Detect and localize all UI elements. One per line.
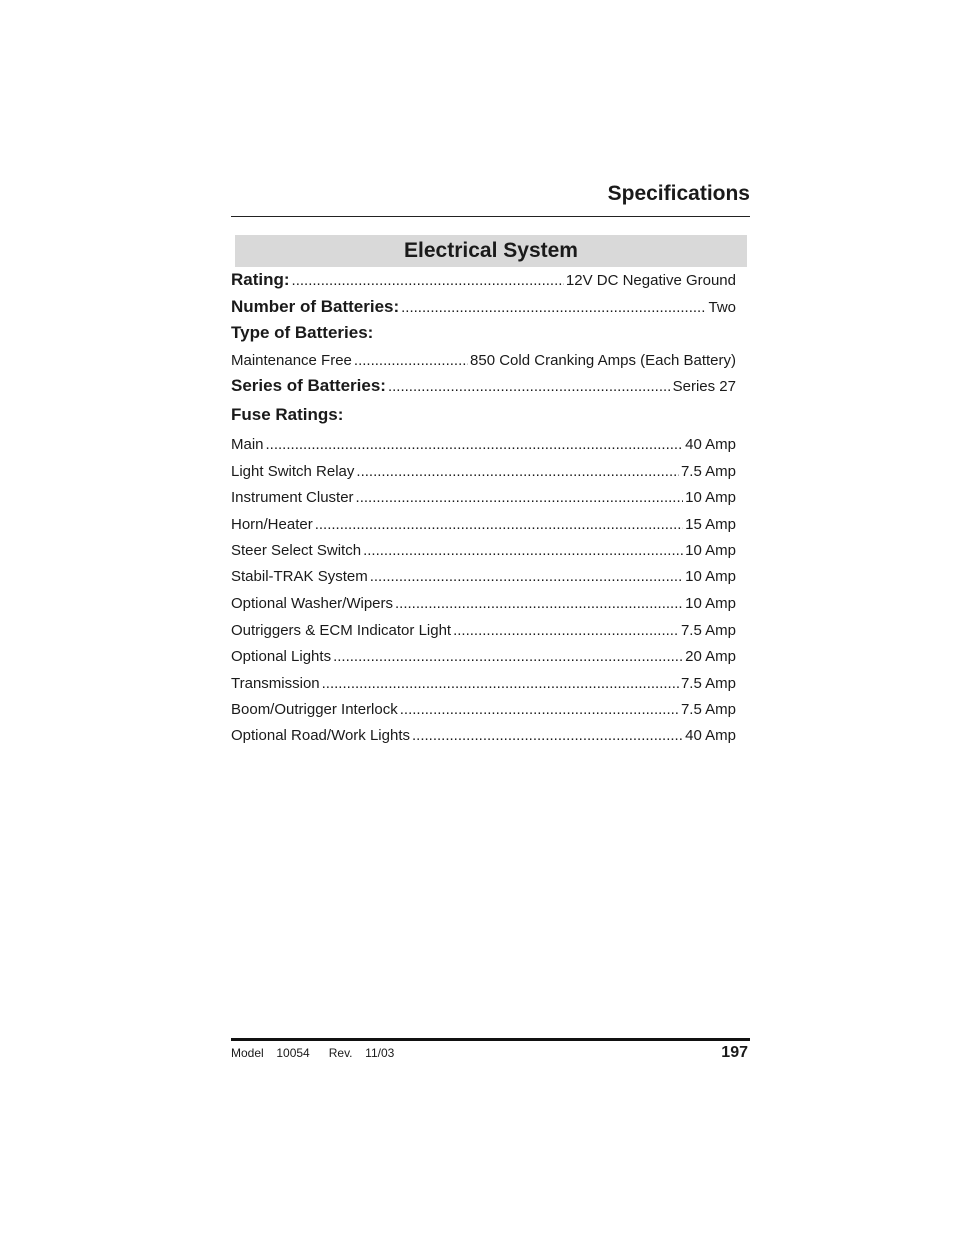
fuse-label: Optional Road/Work Lights bbox=[231, 727, 410, 744]
heading-fuse-ratings: Fuse Ratings: bbox=[231, 405, 344, 424]
spec-label: Number of Batteries: bbox=[231, 297, 400, 316]
fuse-label: Steer Select Switch bbox=[231, 542, 362, 559]
spec-label: Maintenance Free bbox=[231, 352, 352, 369]
dot-leader bbox=[356, 463, 679, 480]
spec-row-number-of-batteries bbox=[231, 297, 736, 317]
section-title: Specifications bbox=[607, 182, 750, 205]
fuse-row bbox=[231, 489, 736, 506]
footer-rule bbox=[231, 1038, 750, 1041]
title-rule bbox=[231, 216, 750, 217]
electrical-system-banner bbox=[235, 235, 747, 267]
dot-leader bbox=[388, 378, 671, 395]
fuse-row bbox=[231, 516, 736, 533]
fuse-label: Optional Washer/Wipers bbox=[231, 595, 393, 612]
fuse-row bbox=[231, 568, 736, 585]
dot-leader bbox=[400, 701, 679, 718]
spec-label: Series of Batteries: bbox=[231, 376, 386, 395]
dot-leader bbox=[363, 542, 683, 559]
spec-value: 12V DC Negative Ground bbox=[565, 272, 736, 289]
fuse-label: Horn/Heater bbox=[231, 516, 313, 533]
fuse-row bbox=[231, 463, 736, 480]
fuse-value: 10 Amp bbox=[685, 568, 736, 585]
fuse-label: Transmission bbox=[231, 675, 320, 692]
fuse-value: 7.5 Amp bbox=[680, 701, 736, 718]
spec-value: Two bbox=[708, 299, 736, 316]
fuse-label: Stabil-TRAK System bbox=[231, 568, 368, 585]
page-number: 197 bbox=[721, 1044, 748, 1061]
fuse-label: Instrument Cluster bbox=[231, 489, 354, 506]
dot-leader bbox=[354, 352, 468, 369]
fuse-row bbox=[231, 542, 736, 559]
spec-row-rating bbox=[231, 270, 736, 290]
fuse-row bbox=[231, 701, 736, 718]
fuse-value: 7.5 Amp bbox=[680, 622, 736, 639]
dot-leader bbox=[370, 568, 683, 585]
dot-leader bbox=[292, 272, 564, 289]
dot-leader bbox=[266, 436, 684, 453]
spec-label: Rating: bbox=[231, 270, 290, 289]
fuse-value: 40 Amp bbox=[685, 727, 736, 744]
fuse-value: 10 Amp bbox=[685, 542, 736, 559]
fuse-row bbox=[231, 727, 736, 744]
spec-value: 850 Cold Cranking Amps (Each Battery) bbox=[470, 352, 736, 369]
dot-leader bbox=[453, 622, 679, 639]
heading-type-of-batteries: Type of Batteries: bbox=[231, 323, 374, 342]
fuse-value: 20 Amp bbox=[685, 648, 736, 665]
banner-title: Electrical System bbox=[404, 239, 578, 262]
spec-row-series-of-batteries bbox=[231, 376, 736, 396]
fuse-row bbox=[231, 622, 736, 639]
dot-leader bbox=[356, 489, 684, 506]
spec-row-maintenance-free bbox=[231, 352, 736, 369]
footer-model-revision: Model 10054 Rev. 11/03 bbox=[231, 1046, 395, 1060]
fuse-value: 40 Amp bbox=[685, 436, 736, 453]
fuse-label: Optional Lights bbox=[231, 648, 332, 665]
fuse-value: 10 Amp bbox=[685, 595, 736, 612]
dot-leader bbox=[395, 595, 683, 612]
fuse-row bbox=[231, 436, 736, 453]
fuse-label: Outriggers & ECM Indicator Light bbox=[231, 622, 452, 639]
fuse-label: Boom/Outrigger Interlock bbox=[231, 701, 398, 718]
fuse-label: Light Switch Relay bbox=[231, 463, 355, 480]
fuse-row bbox=[231, 648, 736, 665]
fuse-row bbox=[231, 595, 736, 612]
fuse-row bbox=[231, 675, 736, 692]
dot-leader bbox=[401, 299, 706, 316]
dot-leader bbox=[412, 727, 683, 744]
dot-leader bbox=[315, 516, 683, 533]
dot-leader bbox=[322, 675, 679, 692]
fuse-value: 7.5 Amp bbox=[680, 675, 736, 692]
spec-value: Series 27 bbox=[672, 378, 736, 395]
fuse-label: Main bbox=[231, 436, 264, 453]
dot-leader bbox=[333, 648, 683, 665]
fuse-value: 15 Amp bbox=[685, 516, 736, 533]
fuse-value: 10 Amp bbox=[685, 489, 736, 506]
fuse-value: 7.5 Amp bbox=[680, 463, 736, 480]
